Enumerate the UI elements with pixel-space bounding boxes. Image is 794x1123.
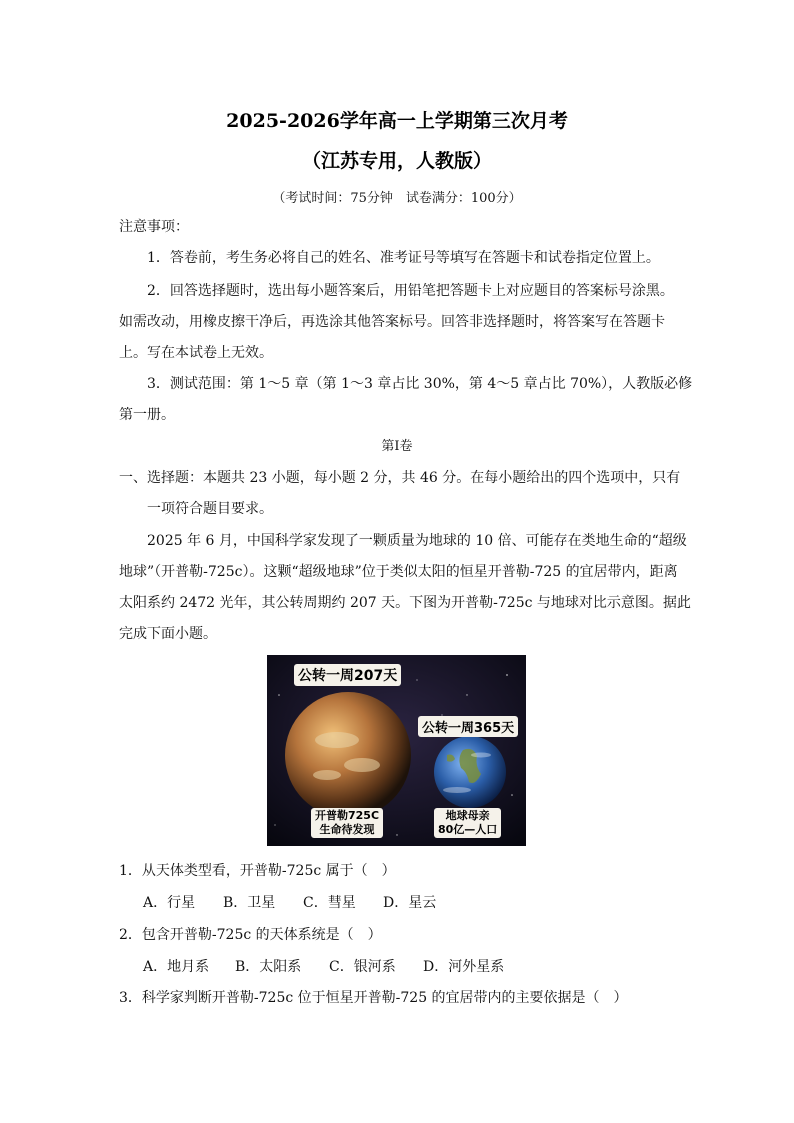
option-a[interactable]: A．行星: [143, 895, 196, 911]
question-2-options: [143, 957, 523, 977]
note-2-line-2: 如需改动，用橡皮擦干净后，再选涂其他答案标号。回答非选择题时，将答案写在答题卡: [119, 314, 665, 330]
note-3-line-1: 3．测试范围：第 1～5 章（第 1～3 章占比 30%，第 4～5 章占比 70%），人教版必修: [147, 376, 693, 392]
note-1: 1．答卷前，考生务必将自己的姓名、准考证号等填写在答题卡和试卷指定位置上。: [147, 250, 660, 266]
earth-name: 地球母亲: [445, 809, 490, 822]
question-1-stem: 1．从天体类型看，开普勒-725c 属于（ ）: [119, 863, 396, 879]
question-1-options: [143, 893, 463, 913]
note-2-line-3: 上。写在本试卷上无效。: [119, 345, 273, 361]
section-heading-line-1: 一、选择题：本题共 23 小题，每小题 2 分，共 46 分。在每小题给出的四个选项中，只有: [119, 470, 681, 486]
option-a[interactable]: A．地月系: [143, 959, 210, 975]
page-subtitle: （江苏专用，人教版）: [301, 150, 492, 172]
planet-comparison-figure: [267, 655, 526, 846]
earth-period-label: 公转一周365天: [418, 716, 518, 737]
kepler-name: 开普勒725C: [315, 809, 380, 822]
note-2-line-1: 2．回答选择题时，选出每小题答案后，用铅笔把答题卡上对应题目的答案标号涂黑。: [147, 283, 674, 299]
kepler-period-label: 公转一周207天: [294, 664, 401, 686]
page-title: 2025-2026学年高一上学期第三次月考: [226, 110, 568, 132]
kepler-caption: [311, 808, 383, 838]
earth-note: 80亿—人口: [438, 823, 498, 836]
passage-line-4: 完成下面小题。: [119, 626, 217, 642]
option-c[interactable]: C．银河系: [329, 959, 396, 975]
note-3-line-2: 第一册。: [119, 407, 175, 423]
earth-caption: [434, 808, 501, 838]
option-b[interactable]: B．卫星: [223, 895, 276, 911]
volume-heading: 第Ⅰ卷: [381, 439, 413, 454]
passage-line-2: 地球”（开普勒-725c）。这颗“超级地球”位于类似太阳的恒星开普勒-725 的宜居带内，距离: [119, 564, 678, 580]
passage-line-3: 太阳系约 2472 光年，其公转周期约 207 天。下图为开普勒-725c 与地球对比示意图。据此: [119, 595, 691, 611]
section-heading-line-2: 一项符合题目要求。: [147, 501, 273, 517]
question-3-stem: 3．科学家判断开普勒-725c 位于恒星开普勒-725 的宜居带内的主要依据是（ ）: [119, 990, 628, 1006]
option-c[interactable]: C．彗星: [303, 895, 356, 911]
kepler-725c-planet: [285, 692, 411, 818]
option-b[interactable]: B．太阳系: [235, 959, 302, 975]
notes-heading: 注意事项：: [119, 219, 189, 235]
kepler-note: 生命待发现: [319, 823, 375, 836]
question-2-stem: 2．包含开普勒-725c 的天体系统是（ ）: [119, 927, 382, 943]
option-d[interactable]: D．星云: [383, 895, 437, 911]
option-d[interactable]: D．河外星系: [423, 959, 505, 975]
exam-info: （考试时间：75分钟 试卷满分：100分）: [272, 191, 522, 206]
passage-line-1: 2025 年 6 月，中国科学家发现了一颗质量为地球的 10 倍、可能存在类地生命的“超级: [147, 533, 687, 549]
